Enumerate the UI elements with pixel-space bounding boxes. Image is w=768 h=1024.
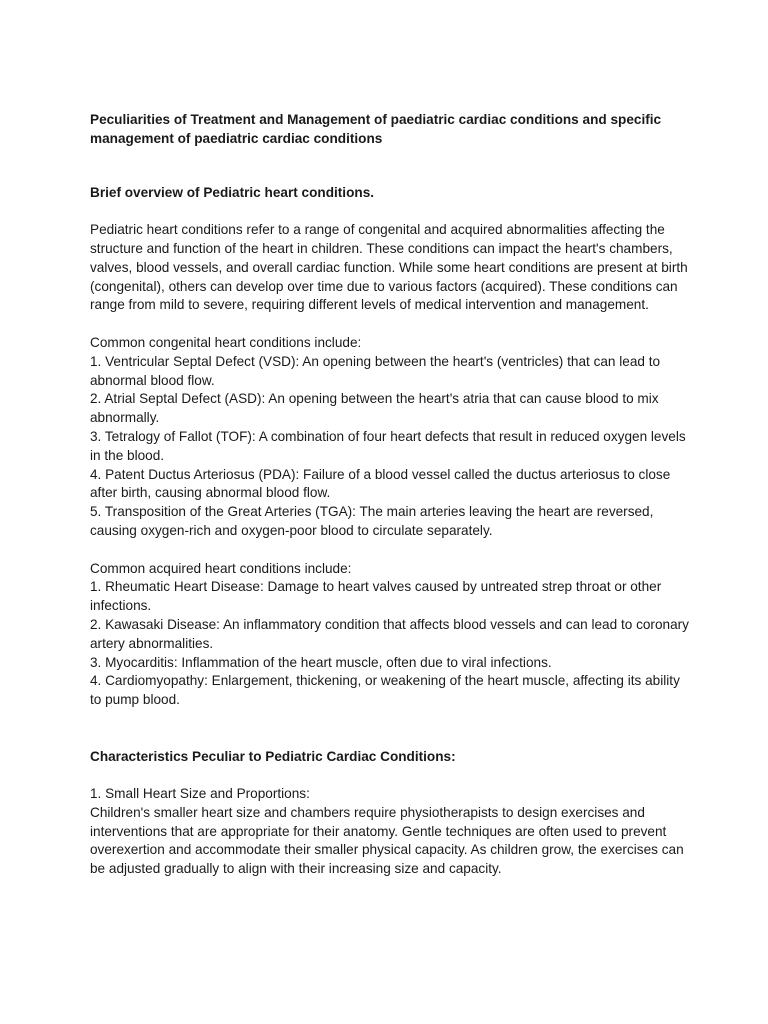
spacer [90,202,690,221]
list-item: 4. Patent Ductus Arteriosus (PDA): Failure of a blood vessel called the ductus arteriosus to close after birth, causing abnormal blood flow. [90,466,671,501]
characteristic-item-title: 1. Small Heart Size and Proportions: [90,786,310,802]
list-item: 2. Kawasaki Disease: An inflammatory condition that affects blood vessels and can lead to coronary artery abnormalities. [90,616,689,651]
spacer [90,149,690,184]
spacer [90,315,690,334]
overview-heading: Brief overview of Pediatric heart conditions. [90,184,375,200]
congenital-list [90,353,690,541]
acquired-list [90,578,690,710]
list-item: 1. Rheumatic Heart Disease: Damage to heart valves caused by untreated strep throat or other infections. [90,579,662,614]
list-item: 5. Transposition of the Great Arteries (TGA): The main arteries leaving the heart are reversed, causing oxygen-rich and oxygen-poor blood to circulate separately. [90,504,654,538]
document-page [90,111,690,879]
characteristic-item-text: Children's smaller heart size and chambers require physiotherapists to design exercises and interventions that are appropriate for their anatomy. Gentle techniques are often used to prevent overexertion and accommodate their smaller physical capacity. As children grow, the exercises can be adjusted gradually to align with their increasing size and capacity. [90,804,684,877]
characteristics-heading: Characteristics Peculiar to Pediatric Cardiac Conditions: [90,748,456,764]
list-item: 2. Atrial Septal Defect (ASD): An opening between the heart's atria that can cause blood to mix abnormally. [90,391,659,426]
list-item: 1. Ventricular Septal Defect (VSD): An opening between the heart's (ventricles) that can lead to abnormal blood flow. [90,353,661,388]
congenital-intro: Common congenital heart conditions include: [90,334,362,350]
spacer [90,766,690,785]
spacer [90,710,690,748]
spacer [90,541,690,560]
document-title: Peculiarities of Treatment and Management of paediatric cardiac conditions and specific management of paediatric cardiac conditions [90,112,662,146]
acquired-intro: Common acquired heart conditions include: [90,560,352,576]
list-item: 4. Cardiomyopathy: Enlargement, thickening, or weakening of the heart muscle, affecting its ability to pump blood. [90,673,680,708]
list-item: 3. Myocarditis: Inflammation of the heart muscle, often due to viral infections. [90,654,552,670]
overview-paragraph: Pediatric heart conditions refer to a range of congenital and acquired abnormalities affecting the structure and function of the heart in children. These conditions can impact the heart's chambers, valves, blood vessels, and overall cardiac function. While some heart conditions are present at birth (congenital), others can develop over time due to various factors (acquired). These conditions can range from mild to severe, requiring different levels of medical intervention and management. [90,222,688,313]
list-item: 3. Tetralogy of Fallot (TOF): A combination of four heart defects that result in reduced oxygen levels in the blood. [90,428,686,463]
